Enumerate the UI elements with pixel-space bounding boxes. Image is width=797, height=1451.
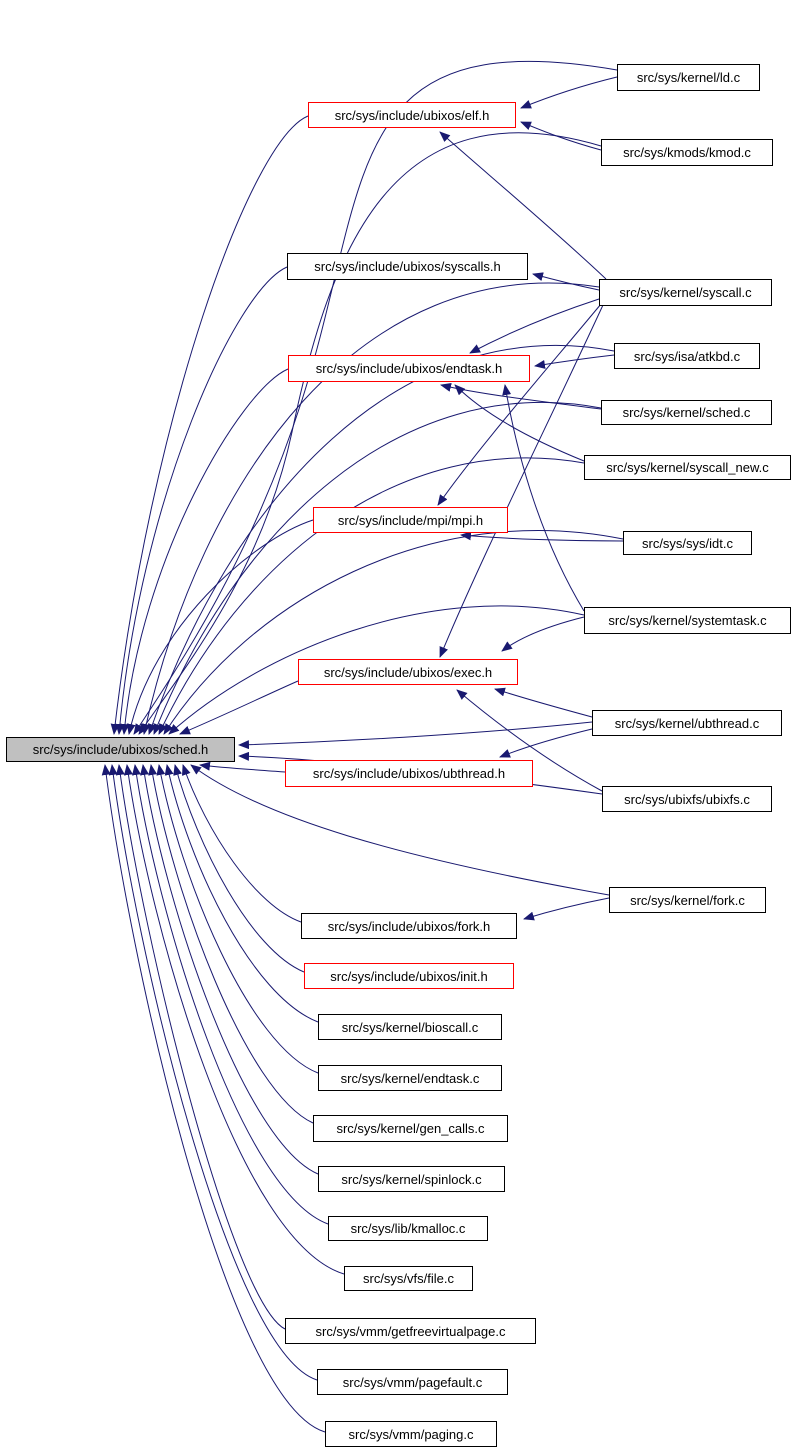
node-idt-c[interactable]: src/sys/sys/idt.c: [623, 531, 752, 555]
node-syscall-c[interactable]: src/sys/kernel/syscall.c: [599, 279, 772, 306]
edge-bioscall-c-to-sched-h: [167, 765, 318, 1022]
edge-atkbd-c-to-endtask-h: [535, 355, 614, 366]
edge-init-h-to-sched-h: [175, 765, 304, 972]
edge-kmod-c-to-elf-h: [521, 122, 601, 150]
node-endtask-h[interactable]: src/sys/include/ubixos/endtask.h: [288, 355, 530, 382]
node-syscalls-h[interactable]: src/sys/include/ubixos/syscalls.h: [287, 253, 528, 280]
node-ubthread-h[interactable]: src/sys/include/ubixos/ubthread.h: [285, 760, 533, 787]
edge-idt-c-to-mpi-h: [461, 535, 623, 541]
edge-syscalls-h-to-sched-h: [119, 267, 287, 734]
node-elf-h[interactable]: src/sys/include/ubixos/elf.h: [308, 102, 516, 128]
node-file-c[interactable]: src/sys/vfs/file.c: [344, 1266, 473, 1291]
edge-kmod-c-to-sched-h: [139, 133, 601, 734]
edge-fork-h-to-sched-h: [183, 765, 301, 922]
node-endtask-c[interactable]: src/sys/kernel/endtask.c: [318, 1065, 502, 1091]
edge-ubthread-h-to-sched-h: [200, 765, 285, 772]
node-init-h[interactable]: src/sys/include/ubixos/init.h: [304, 963, 514, 989]
edge-mpi-h-to-sched-h: [129, 520, 313, 734]
node-ubthread-c[interactable]: src/sys/kernel/ubthread.c: [592, 710, 782, 736]
edge-syscall-c-to-endtask-h: [470, 299, 599, 353]
node-ld-c[interactable]: src/sys/kernel/ld.c: [617, 64, 760, 91]
edge-ubthread-c-to-sched-h: [239, 722, 592, 745]
edge-ld-c-to-elf-h: [521, 77, 617, 108]
node-exec-h[interactable]: src/sys/include/ubixos/exec.h: [298, 659, 518, 685]
edge-getfreevirtualpage-c-to-sched-h: [119, 765, 285, 1329]
node-syscall-new-c[interactable]: src/sys/kernel/syscall_new.c: [584, 455, 791, 480]
node-kmod-c[interactable]: src/sys/kmods/kmod.c: [601, 139, 773, 166]
node-mpi-h[interactable]: src/sys/include/mpi/mpi.h: [313, 507, 508, 533]
edge-pagefault-c-to-sched-h: [112, 765, 317, 1380]
edge-syscall-new-c-to-endtask-h: [455, 385, 584, 461]
edge-elf-h-to-sched-h: [114, 116, 308, 734]
node-systemtask-c[interactable]: src/sys/kernel/systemtask.c: [584, 607, 791, 634]
edge-sched-c-to-endtask-h: [441, 385, 601, 409]
node-paging-c[interactable]: src/sys/vmm/paging.c: [325, 1421, 497, 1447]
edge-ld-c-to-sched-h: [134, 61, 617, 734]
node-bioscall-c[interactable]: src/sys/kernel/bioscall.c: [318, 1014, 502, 1040]
node-ubixfs-c[interactable]: src/sys/ubixfs/ubixfs.c: [602, 786, 772, 812]
node-spinlock-c[interactable]: src/sys/kernel/spinlock.c: [318, 1166, 505, 1192]
node-sched-h[interactable]: src/sys/include/ubixos/sched.h: [6, 737, 235, 762]
node-sched-c[interactable]: src/sys/kernel/sched.c: [601, 400, 772, 425]
node-atkbd-c[interactable]: src/sys/isa/atkbd.c: [614, 343, 760, 369]
edge-ubthread-c-to-exec-h: [495, 689, 592, 717]
edge-syscall-c-to-syscalls-h: [533, 274, 599, 290]
node-fork-c[interactable]: src/sys/kernel/fork.c: [609, 887, 766, 913]
node-getfreevirtualpage-c[interactable]: src/sys/vmm/getfreevirtualpage.c: [285, 1318, 536, 1344]
node-pagefault-c[interactable]: src/sys/vmm/pagefault.c: [317, 1369, 508, 1395]
node-fork-h[interactable]: src/sys/include/ubixos/fork.h: [301, 913, 517, 939]
node-kmalloc-c[interactable]: src/sys/lib/kmalloc.c: [328, 1216, 488, 1241]
node-gen-calls-c[interactable]: src/sys/kernel/gen_calls.c: [313, 1115, 508, 1142]
edge-kmalloc-c-to-sched-h: [135, 765, 328, 1224]
edge-idt-c-to-sched-h: [164, 530, 623, 734]
edge-ubthread-c-to-ubthread-h: [500, 729, 592, 757]
edge-systemtask-c-to-exec-h: [502, 617, 584, 651]
edge-spinlock-c-to-sched-h: [143, 765, 318, 1174]
edge-fork-c-to-fork-h: [524, 898, 609, 919]
edge-systemtask-c-to-endtask-h: [505, 385, 584, 611]
